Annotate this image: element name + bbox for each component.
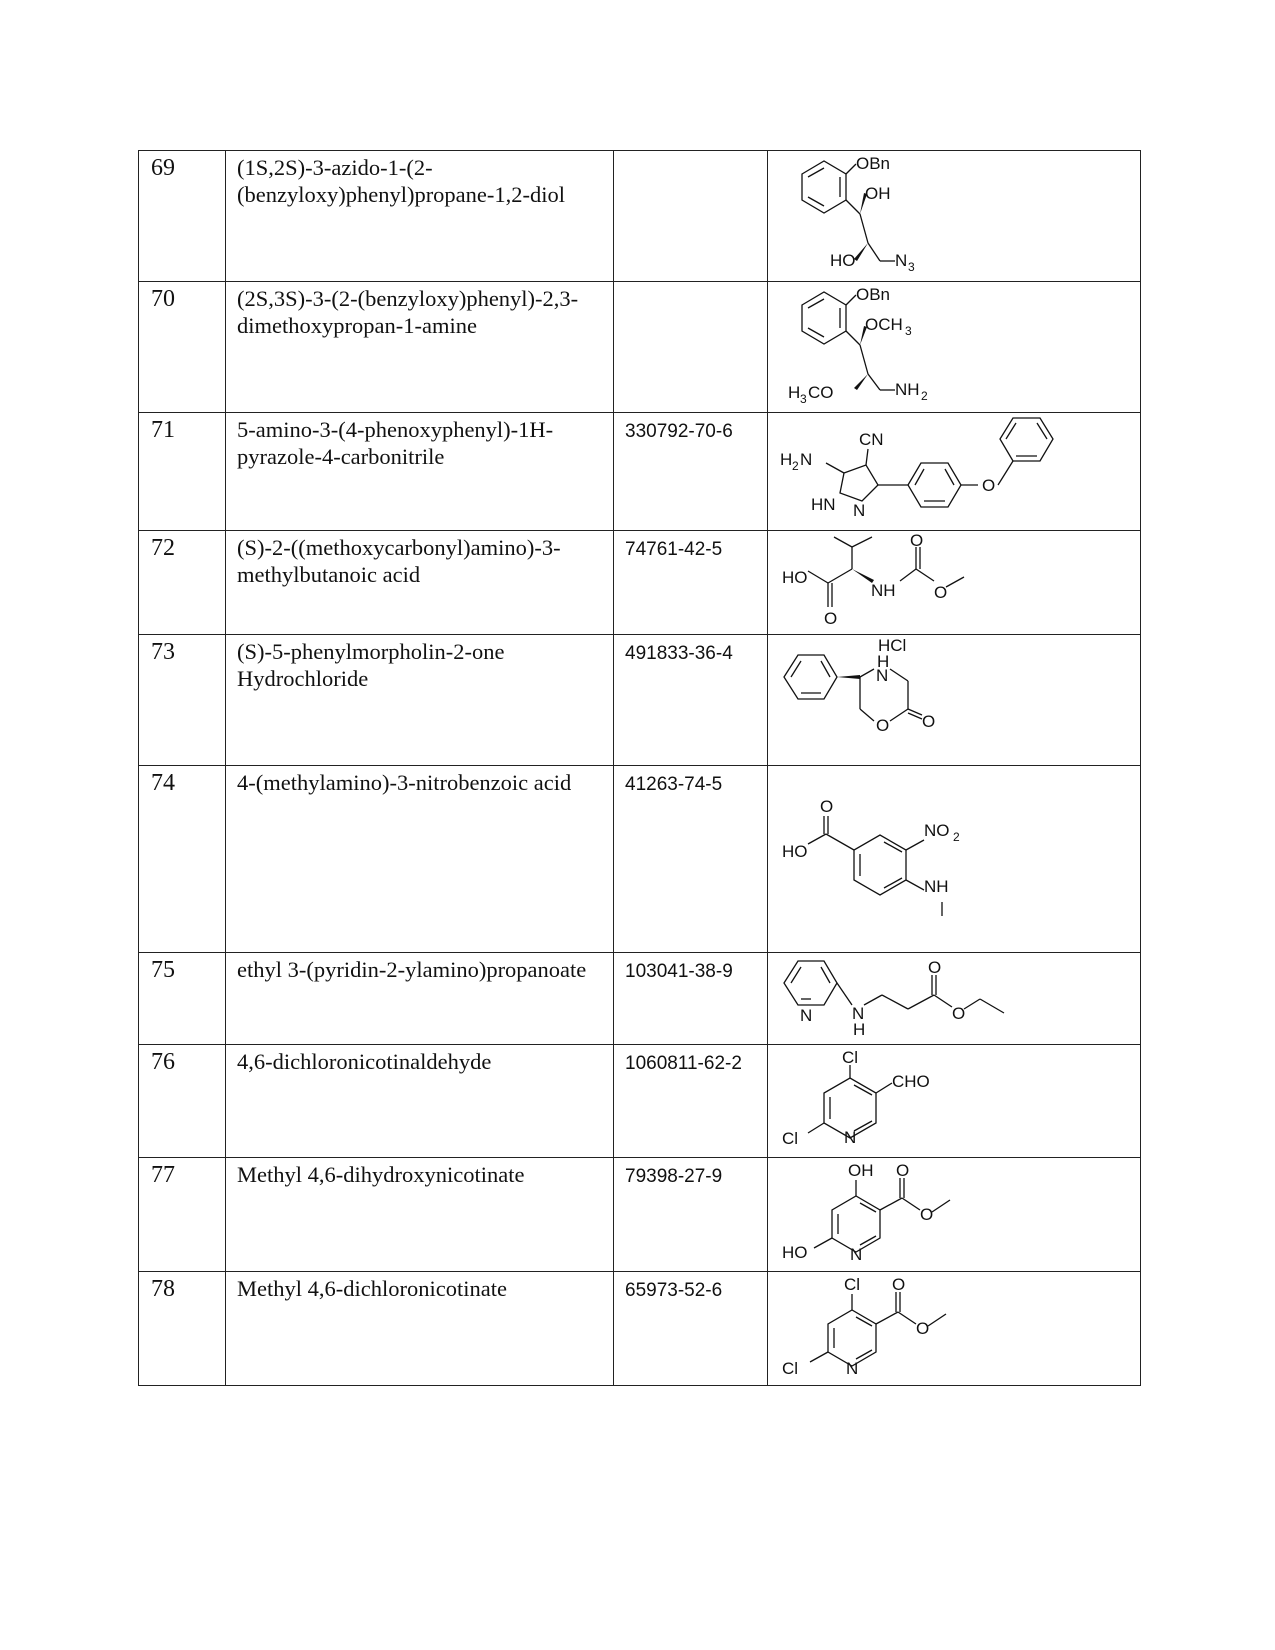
table-row — [139, 1045, 1141, 1158]
compound-name: (2S,3S)-3-(2-(benzyloxy)phenyl)-2,3-dimethoxypropan-1-amine — [237, 286, 579, 338]
atom-label: N — [846, 1359, 859, 1378]
atom-label: HN — [811, 495, 836, 514]
cas-number: 74761-42-5 — [625, 539, 723, 560]
table-row — [139, 1158, 1141, 1272]
atom-label: 3 — [905, 324, 912, 338]
atom-label: N — [800, 450, 813, 469]
compound-name: Methyl 4,6-dihydroxynicotinate — [237, 1162, 525, 1187]
compound-name: ethyl 3-(pyridin-2-ylamino)propanoate — [237, 957, 587, 982]
atom-label: Cl — [782, 1129, 799, 1148]
atom-label: O — [820, 797, 834, 816]
table-row — [139, 635, 1141, 766]
atom-label: NO — [924, 821, 950, 840]
atom-label: N — [876, 666, 889, 685]
atom-label: N — [853, 501, 866, 520]
atom-label: 3 — [800, 392, 807, 406]
atom-label: CO — [808, 383, 834, 402]
atom-label: Cl — [782, 1359, 799, 1378]
cas-number: 79398-27-9 — [625, 1166, 723, 1187]
atom-label: O — [916, 1319, 930, 1338]
compound-name: 4-(methylamino)-3-nitrobenzoic acid — [237, 770, 572, 795]
compound-number: 75 — [151, 957, 175, 983]
table-row — [139, 151, 1141, 282]
atom-label: HO — [830, 251, 856, 270]
atom-label: O — [928, 958, 942, 977]
atom-label: N — [800, 1006, 813, 1025]
atom-label: HO — [782, 1243, 808, 1262]
cas-number: 330792-70-6 — [625, 421, 733, 442]
structure-image — [768, 151, 1141, 280]
atom-label: NH — [895, 380, 920, 399]
compound-number: 70 — [151, 286, 175, 312]
atom-label: 3 — [908, 260, 915, 274]
atom-label: OBn — [856, 285, 891, 304]
atom-label: O — [934, 583, 948, 602]
structure-image — [768, 531, 1141, 633]
atom-label: Cl — [844, 1275, 861, 1294]
atom-label: HO — [782, 842, 808, 861]
atom-label: N — [844, 1128, 857, 1147]
compound-number: 71 — [151, 417, 175, 443]
table-row — [139, 1272, 1141, 1386]
structure-image — [768, 1272, 1141, 1384]
atom-label: O — [920, 1205, 934, 1224]
cas-number — [614, 151, 767, 157]
cas-number: 1060811-62-2 — [625, 1053, 742, 1074]
atom-label: O — [824, 609, 838, 628]
atom-label: O — [892, 1275, 906, 1294]
atom-label: N — [895, 251, 908, 270]
atom-label: NH — [924, 877, 949, 896]
cas-number: 41263-74-5 — [625, 774, 723, 795]
structure-image — [768, 413, 1141, 529]
atom-label: H — [780, 450, 793, 469]
atom-label: O — [910, 531, 924, 550]
cas-number: 103041-38-9 — [625, 961, 733, 982]
atom-label: N — [852, 1004, 865, 1023]
atom-label: Cl — [842, 1048, 859, 1067]
atom-label: N — [850, 1245, 863, 1264]
compound-number: 76 — [151, 1049, 175, 1075]
compound-number: 69 — [151, 155, 175, 181]
compound-number: 72 — [151, 535, 175, 561]
compound-name: 5-amino-3-(4-phenoxyphenyl)-1H-pyrazole-4-carbonitrile — [237, 417, 554, 469]
cas-number — [614, 282, 767, 288]
atom-label: CN — [859, 430, 884, 449]
atom-label: NH — [871, 581, 896, 600]
atom-label: H — [788, 383, 801, 402]
compound-name: 4,6-dichloronicotinaldehyde — [237, 1049, 492, 1074]
atom-label: 2 — [921, 389, 928, 403]
compound-number: 77 — [151, 1162, 175, 1188]
atom-label: H — [853, 1020, 866, 1039]
atom-label: HO — [782, 568, 808, 587]
atom-label: CHO — [892, 1072, 930, 1091]
structure-image — [768, 766, 1141, 951]
atom-label: H — [877, 652, 890, 671]
structure-image — [768, 282, 1141, 411]
structure-image — [768, 953, 1141, 1043]
structure-image — [768, 1158, 1141, 1270]
atom-label: O — [876, 716, 890, 735]
atom-label: OCH — [865, 315, 903, 334]
compound-number: 74 — [151, 770, 175, 796]
compound-name: (S)-2-((methoxycarbonyl)amino)-3-methylbutanoic acid — [237, 535, 561, 587]
cas-number: 491833-36-4 — [625, 643, 733, 664]
atom-label: OH — [848, 1161, 874, 1180]
table-row — [139, 413, 1141, 531]
atom-label: OH — [865, 184, 891, 203]
structure-image — [768, 1045, 1141, 1156]
structure-image — [768, 635, 1141, 764]
table-row — [139, 282, 1141, 413]
atom-label: O — [982, 476, 996, 495]
compound-name: (1S,2S)-3-azido-1-(2-(benzyloxy)phenyl)propane-1,2-diol — [237, 155, 566, 207]
atom-label: HCl — [878, 636, 907, 655]
atom-label: O — [896, 1161, 910, 1180]
atom-label: O — [922, 712, 936, 731]
table-row — [139, 531, 1141, 635]
compound-name: (S)-5-phenylmorpholin-2-one Hydrochloride — [237, 639, 505, 691]
atom-label: 2 — [792, 459, 799, 473]
table-row — [139, 766, 1141, 953]
table-row — [139, 953, 1141, 1045]
compound-name: Methyl 4,6-dichloronicotinate — [237, 1276, 507, 1301]
cas-number: 65973-52-6 — [625, 1280, 723, 1301]
compound-number: 73 — [151, 639, 175, 665]
atom-label: OBn — [856, 154, 891, 173]
atom-label: 2 — [953, 830, 960, 844]
atom-label: O — [952, 1004, 966, 1023]
compound-number: 78 — [151, 1276, 175, 1302]
compound-table — [138, 150, 1141, 1386]
